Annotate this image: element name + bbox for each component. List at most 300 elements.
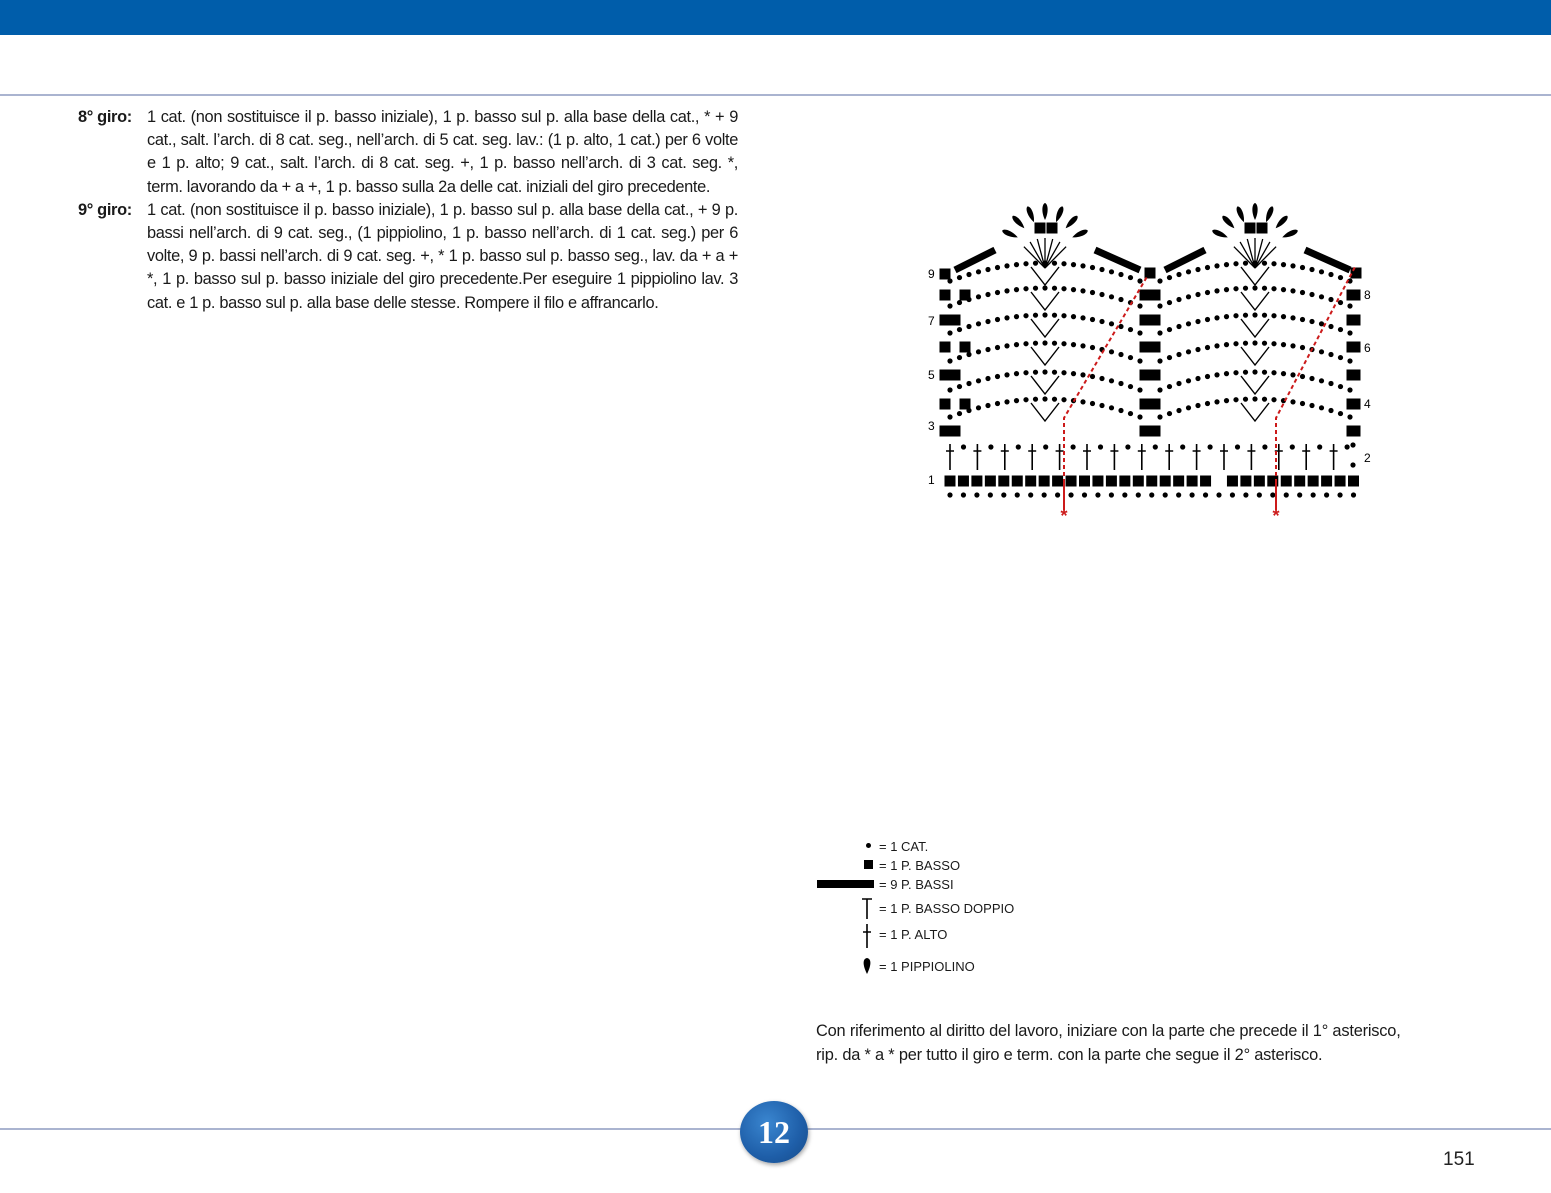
chain-dot bbox=[976, 321, 981, 326]
chain-dot bbox=[1224, 342, 1229, 347]
chain-dot bbox=[1186, 405, 1191, 410]
single-crochet-square bbox=[960, 290, 971, 301]
chain-dot bbox=[1125, 444, 1130, 449]
chain-dot bbox=[995, 265, 1000, 270]
chain-dot bbox=[1109, 269, 1114, 274]
chain-dot bbox=[1004, 288, 1009, 293]
chain-dot bbox=[1157, 303, 1162, 308]
chain-dot bbox=[1309, 403, 1314, 408]
chain-dot bbox=[1281, 342, 1286, 347]
picot bbox=[1025, 205, 1036, 223]
chain-dot bbox=[1270, 492, 1275, 497]
chain-dot bbox=[1186, 378, 1191, 383]
chain-dot bbox=[1281, 287, 1286, 292]
chain-dot bbox=[1319, 294, 1324, 299]
legend-item-treble bbox=[815, 924, 947, 944]
single-crochet-square bbox=[1347, 315, 1358, 326]
legend-label: = 1 PIPPIOLINO bbox=[879, 958, 975, 974]
v-stitch bbox=[1241, 376, 1269, 394]
chain-dot bbox=[966, 272, 971, 277]
row-label: 9 bbox=[928, 267, 935, 281]
nine-single-crochet-bar bbox=[955, 250, 995, 270]
chain-dot bbox=[1311, 492, 1316, 497]
chain-dot bbox=[1128, 327, 1133, 332]
repeat-line-dashed bbox=[1276, 265, 1356, 483]
chain-dot bbox=[1118, 272, 1123, 277]
single-crochet-square bbox=[1245, 223, 1256, 234]
legend-label: = 1 P. BASSO bbox=[879, 857, 961, 873]
chain-dot bbox=[1014, 371, 1019, 376]
chain-dot bbox=[1309, 267, 1314, 272]
chain-dot bbox=[1082, 492, 1087, 497]
chain-dot bbox=[1186, 321, 1191, 326]
single-crochet-square bbox=[1347, 290, 1358, 301]
chain-dot bbox=[1118, 352, 1123, 357]
chain-dot bbox=[1233, 286, 1238, 291]
chain-dot bbox=[1300, 374, 1305, 379]
single-crochet-square bbox=[1150, 426, 1161, 437]
chain-dot bbox=[1071, 371, 1076, 376]
chain-dot bbox=[1271, 397, 1276, 402]
chain-dot bbox=[1252, 312, 1257, 317]
chain-dot bbox=[985, 267, 990, 272]
treble-stitch bbox=[1193, 444, 1201, 470]
chain-dot bbox=[1350, 462, 1355, 467]
single-crochet-square bbox=[1257, 223, 1268, 234]
row-label: 7 bbox=[928, 314, 935, 328]
single-crochet-square bbox=[1047, 223, 1058, 234]
chain-dot bbox=[1033, 261, 1038, 266]
chain-dot bbox=[1319, 405, 1324, 410]
single-crochet-square bbox=[950, 426, 961, 437]
chain-dot bbox=[1061, 370, 1066, 375]
single-crochet-square bbox=[1348, 476, 1359, 487]
chain-dot bbox=[1080, 315, 1085, 320]
chain-dot bbox=[1214, 288, 1219, 293]
single-crochet-square bbox=[1227, 476, 1238, 487]
chain-dot bbox=[1061, 397, 1066, 402]
chain-dot bbox=[1347, 387, 1352, 392]
chain-dot bbox=[1271, 286, 1276, 291]
chain-dot bbox=[1157, 278, 1162, 283]
chain-dot bbox=[1195, 403, 1200, 408]
chain-dot bbox=[1328, 297, 1333, 302]
chain-dot bbox=[947, 387, 952, 392]
chain-dot bbox=[1176, 297, 1181, 302]
nine-single-crochet-bar-icon bbox=[815, 874, 875, 894]
chain-dot bbox=[1297, 492, 1302, 497]
chain-dot bbox=[976, 378, 981, 383]
chain-dot bbox=[995, 374, 1000, 379]
single-crochet-square bbox=[1035, 223, 1046, 234]
chain-dot bbox=[1338, 384, 1343, 389]
picot bbox=[1064, 214, 1080, 230]
v-stitch bbox=[1031, 347, 1059, 365]
single-crochet-square bbox=[1012, 476, 1023, 487]
picot bbox=[1221, 214, 1237, 230]
chain-dot bbox=[957, 411, 962, 416]
chain-dot bbox=[1033, 286, 1038, 291]
single-crochet-square bbox=[1079, 476, 1090, 487]
chain-dot bbox=[1347, 303, 1352, 308]
chain-dot bbox=[1233, 313, 1238, 318]
chain-dot bbox=[1157, 387, 1162, 392]
treble-stitch bbox=[973, 444, 981, 470]
chain-dot bbox=[1205, 290, 1210, 295]
picot bbox=[1054, 205, 1065, 223]
chain-dot bbox=[1224, 371, 1229, 376]
chain-dot bbox=[1128, 355, 1133, 360]
chain-dot bbox=[1137, 387, 1142, 392]
chain-dot bbox=[1071, 314, 1076, 319]
chain-dot bbox=[1271, 261, 1276, 266]
chain-dot bbox=[1243, 313, 1248, 318]
chain-dot bbox=[1016, 444, 1021, 449]
header-divider bbox=[0, 94, 1551, 96]
chain-dot bbox=[957, 275, 962, 280]
chain-dot bbox=[1252, 340, 1257, 345]
chain-dot bbox=[1176, 324, 1181, 329]
chain-dot bbox=[966, 324, 971, 329]
single-crochet-square bbox=[1150, 342, 1161, 353]
chain-dot bbox=[1023, 397, 1028, 402]
row-label: 1 bbox=[928, 473, 935, 487]
page-number: 151 bbox=[1443, 1149, 1475, 1170]
chain-dot bbox=[1290, 288, 1295, 293]
chain-dot bbox=[947, 414, 952, 419]
chain-dot bbox=[1214, 315, 1219, 320]
single-crochet-square bbox=[958, 476, 969, 487]
row-label: 5 bbox=[928, 368, 935, 382]
single-crochet-square-icon bbox=[815, 855, 875, 875]
treble-stitch bbox=[1110, 444, 1118, 470]
chain-dot bbox=[1351, 492, 1356, 497]
chain-dot bbox=[1176, 352, 1181, 357]
legend-item-chain bbox=[815, 836, 928, 856]
single-crochet-square bbox=[960, 399, 971, 410]
chain-dot bbox=[947, 330, 952, 335]
chain-dot bbox=[1167, 327, 1172, 332]
chain-dot bbox=[1014, 287, 1019, 292]
chain-dot bbox=[1167, 275, 1172, 280]
chain-dot bbox=[1180, 444, 1185, 449]
chain-dot bbox=[1262, 397, 1267, 402]
chain-dot bbox=[1271, 370, 1276, 375]
chain-dot bbox=[1109, 405, 1114, 410]
chain-dot bbox=[1350, 442, 1355, 447]
chain-dot bbox=[1281, 314, 1286, 319]
chain-dot bbox=[1243, 341, 1248, 346]
v-stitch bbox=[1241, 267, 1269, 285]
chain-dot bbox=[988, 492, 993, 497]
chain-dot bbox=[1080, 288, 1085, 293]
legend-item-picot bbox=[815, 956, 975, 976]
chain-dot bbox=[1118, 324, 1123, 329]
treble-stitch bbox=[1083, 444, 1091, 470]
chain-dot bbox=[1071, 342, 1076, 347]
chain-dot bbox=[1137, 358, 1142, 363]
picot bbox=[1001, 228, 1019, 240]
single-crochet-square bbox=[1066, 476, 1077, 487]
chain-dot bbox=[974, 492, 979, 497]
treble-crochet-icon bbox=[815, 924, 875, 944]
round-8-instruction bbox=[78, 106, 738, 199]
legend-item-single-crochet bbox=[815, 855, 960, 875]
single-crochet-square bbox=[1281, 476, 1292, 487]
chain-dot bbox=[1090, 345, 1095, 350]
single-crochet-square bbox=[940, 342, 951, 353]
repeat-asterisk: * bbox=[1272, 506, 1280, 526]
chain-dot bbox=[1347, 414, 1352, 419]
chain-dot bbox=[1186, 349, 1191, 354]
chain-dot bbox=[1004, 343, 1009, 348]
chain-dot bbox=[1281, 371, 1286, 376]
chain-dot bbox=[1118, 297, 1123, 302]
chain-dot bbox=[1055, 492, 1060, 497]
note-line: rip. da * a * per tutto il giro e term. con la parte che segue il 2° asterisco. bbox=[816, 1046, 1323, 1064]
chain-dot bbox=[1157, 358, 1162, 363]
single-crochet-square bbox=[1294, 476, 1305, 487]
chain-dot bbox=[1052, 341, 1057, 346]
chain-dot bbox=[1042, 340, 1047, 345]
chain-dot bbox=[1118, 381, 1123, 386]
single-crochet-square bbox=[1254, 476, 1265, 487]
top-brand-bar bbox=[0, 0, 1551, 35]
chain-dot bbox=[1167, 300, 1172, 305]
chain-dot bbox=[1052, 261, 1057, 266]
legend-item-double-single bbox=[815, 898, 1014, 918]
chain-dot bbox=[1137, 278, 1142, 283]
chain-dot bbox=[1090, 401, 1095, 406]
chain-dot bbox=[1004, 399, 1009, 404]
legend-label: = 1 P. BASSO DOPPIO bbox=[879, 900, 1015, 916]
chain-dot bbox=[1319, 269, 1324, 274]
chain-dot bbox=[1023, 313, 1028, 318]
chain-dot bbox=[1252, 369, 1257, 374]
chain-dot bbox=[1068, 492, 1073, 497]
chain-dot bbox=[1109, 349, 1114, 354]
chain-dot bbox=[1128, 275, 1133, 280]
chain-dot bbox=[1109, 378, 1114, 383]
chain-dot bbox=[1099, 267, 1104, 272]
chain-dot bbox=[1014, 398, 1019, 403]
single-crochet-square bbox=[1140, 426, 1151, 437]
chain-dot-icon bbox=[815, 836, 875, 856]
single-crochet-square bbox=[1145, 268, 1156, 279]
chain-dot bbox=[1243, 261, 1248, 266]
chain-dot bbox=[1090, 290, 1095, 295]
chain-dot bbox=[1033, 370, 1038, 375]
chain-dot bbox=[1230, 492, 1235, 497]
chain-dot bbox=[1233, 370, 1238, 375]
chain-dot bbox=[1195, 319, 1200, 324]
chain-dot bbox=[1061, 341, 1066, 346]
chain-dot bbox=[1224, 398, 1229, 403]
chain-dot bbox=[947, 303, 952, 308]
single-crochet-square bbox=[1140, 399, 1151, 410]
chain-dot bbox=[1300, 401, 1305, 406]
chapter-number: 12 bbox=[758, 1113, 790, 1150]
picot bbox=[1235, 205, 1246, 223]
single-crochet-square bbox=[1119, 476, 1130, 487]
chain-dot bbox=[1319, 378, 1324, 383]
single-crochet-square bbox=[1106, 476, 1117, 487]
chain-dot bbox=[985, 347, 990, 352]
chain-dot bbox=[961, 492, 966, 497]
chain-dot bbox=[1195, 376, 1200, 381]
chain-dot bbox=[1309, 376, 1314, 381]
single-crochet-square bbox=[1347, 426, 1358, 437]
chain-dot bbox=[1205, 317, 1210, 322]
repeat-asterisk: * bbox=[1060, 506, 1068, 526]
chain-dot bbox=[1203, 492, 1208, 497]
single-crochet-square bbox=[1052, 476, 1063, 487]
chain-dot bbox=[1290, 263, 1295, 268]
chain-dot bbox=[1052, 286, 1057, 291]
treble-stitch bbox=[1247, 444, 1255, 470]
chain-dot bbox=[1290, 372, 1295, 377]
treble-stitch bbox=[1028, 444, 1036, 470]
chain-dot bbox=[957, 355, 962, 360]
chain-dot bbox=[1157, 414, 1162, 419]
single-crochet-square bbox=[940, 399, 951, 410]
chain-dot bbox=[1014, 342, 1019, 347]
chain-dot bbox=[985, 403, 990, 408]
chain-dot bbox=[1281, 262, 1286, 267]
single-crochet-square bbox=[1347, 399, 1358, 410]
single-crochet-square bbox=[1308, 476, 1319, 487]
chain-dot bbox=[1262, 286, 1267, 291]
row-label: 3 bbox=[928, 419, 935, 433]
picot bbox=[1011, 214, 1027, 230]
chain-dot bbox=[995, 317, 1000, 322]
chain-dot bbox=[1028, 492, 1033, 497]
chain-dot bbox=[1099, 319, 1104, 324]
picot-icon bbox=[815, 956, 875, 976]
picot bbox=[1042, 203, 1047, 220]
chain-dot bbox=[1328, 381, 1333, 386]
single-crochet-square bbox=[960, 342, 971, 353]
chain-dot bbox=[995, 290, 1000, 295]
chain-dot bbox=[1337, 492, 1342, 497]
single-crochet-square bbox=[1347, 370, 1358, 381]
single-crochet-square bbox=[1351, 268, 1362, 279]
chain-dot bbox=[1216, 492, 1221, 497]
chain-dot bbox=[1023, 341, 1028, 346]
chain-dot bbox=[1257, 492, 1262, 497]
chain-dot bbox=[961, 444, 966, 449]
round-label: 8° giro: bbox=[78, 108, 132, 126]
chain-dot bbox=[1042, 312, 1047, 317]
chain-dot bbox=[1176, 272, 1181, 277]
picot bbox=[1071, 228, 1089, 240]
chain-dot bbox=[1317, 444, 1322, 449]
v-stitch bbox=[1241, 403, 1269, 421]
chain-dot bbox=[1205, 345, 1210, 350]
round-text: 1 cat. (non sostituisce il p. basso iniziale), 1 p. basso sul p. alla base della cat., * + 9 cat., salt. l’arch. di 8 cat. seg., nell’arch. di 5 cat. seg. lav.: (1 p. alto, 1 cat.) per 6 volte e 1 p. alto; 9 cat., salt. l’arch. di 8 cat. seg. +, 1 p. basso nell’arch. di 3 cat. seg. *, term. lavorando da + a +, 1 p. basso sulla 2a delle cat. iniziali del giro precedente. bbox=[147, 108, 738, 196]
row-label: 4 bbox=[1364, 397, 1371, 411]
chain-dot bbox=[985, 376, 990, 381]
chain-dot bbox=[976, 294, 981, 299]
single-crochet-square bbox=[1321, 476, 1332, 487]
chain-dot bbox=[1186, 294, 1191, 299]
v-stitch bbox=[1031, 403, 1059, 421]
chain-dot bbox=[1233, 261, 1238, 266]
chain-dot bbox=[985, 319, 990, 324]
single-crochet-square bbox=[945, 476, 956, 487]
chain-dot bbox=[966, 381, 971, 386]
chain-dot bbox=[1243, 397, 1248, 402]
single-crochet-square bbox=[998, 476, 1009, 487]
chain-dot bbox=[1099, 292, 1104, 297]
chain-dot bbox=[1190, 492, 1195, 497]
v-stitch bbox=[1031, 292, 1059, 310]
treble-stitch bbox=[1165, 444, 1173, 470]
treble-stitch bbox=[946, 444, 954, 470]
single-crochet-square bbox=[1140, 370, 1151, 381]
single-crochet-square bbox=[1335, 476, 1346, 487]
chain-dot bbox=[1271, 341, 1276, 346]
chain-dot bbox=[1224, 314, 1229, 319]
chain-dot bbox=[1043, 444, 1048, 449]
legend-label: = 1 P. ALTO bbox=[879, 926, 948, 942]
single-crochet-square bbox=[1092, 476, 1103, 487]
chain-dot bbox=[1095, 492, 1100, 497]
single-crochet-square bbox=[940, 315, 951, 326]
chain-dot bbox=[1176, 381, 1181, 386]
chain-dot bbox=[1319, 349, 1324, 354]
picot bbox=[1281, 228, 1299, 240]
single-crochet-square bbox=[1160, 476, 1171, 487]
chain-dot bbox=[1128, 384, 1133, 389]
chain-dot bbox=[995, 401, 1000, 406]
chain-dot bbox=[985, 292, 990, 297]
chain-dot bbox=[1252, 285, 1257, 290]
single-crochet-square bbox=[971, 476, 982, 487]
chain-dot bbox=[1347, 330, 1352, 335]
single-crochet-square bbox=[1140, 342, 1151, 353]
chain-dot bbox=[1208, 444, 1213, 449]
chapter-yarn-ball-badge bbox=[740, 1101, 808, 1163]
treble-stitch bbox=[1056, 444, 1064, 470]
single-crochet-square bbox=[1140, 290, 1151, 301]
chain-dot bbox=[1328, 408, 1333, 413]
single-crochet-square bbox=[940, 370, 951, 381]
chain-dot bbox=[1214, 399, 1219, 404]
single-crochet-square bbox=[1150, 290, 1161, 301]
chain-dot bbox=[1205, 401, 1210, 406]
chain-dot bbox=[1014, 262, 1019, 267]
chain-dot bbox=[1004, 372, 1009, 377]
chain-dot bbox=[1099, 376, 1104, 381]
treble-stitch bbox=[1138, 444, 1146, 470]
chain-dot bbox=[988, 444, 993, 449]
picot bbox=[1274, 214, 1290, 230]
row-label: 6 bbox=[1364, 341, 1371, 355]
chain-dot bbox=[1149, 492, 1154, 497]
chain-dot bbox=[1300, 265, 1305, 270]
chain-dot bbox=[1052, 370, 1057, 375]
single-crochet-square bbox=[1025, 476, 1036, 487]
single-crochet-square bbox=[1173, 476, 1184, 487]
chain-dot bbox=[976, 269, 981, 274]
chain-dot bbox=[1001, 492, 1006, 497]
chain-dot bbox=[1061, 286, 1066, 291]
chain-dot bbox=[1052, 313, 1057, 318]
single-crochet-square bbox=[1200, 476, 1211, 487]
chain-dot bbox=[1042, 396, 1047, 401]
chain-dot bbox=[1080, 263, 1085, 268]
